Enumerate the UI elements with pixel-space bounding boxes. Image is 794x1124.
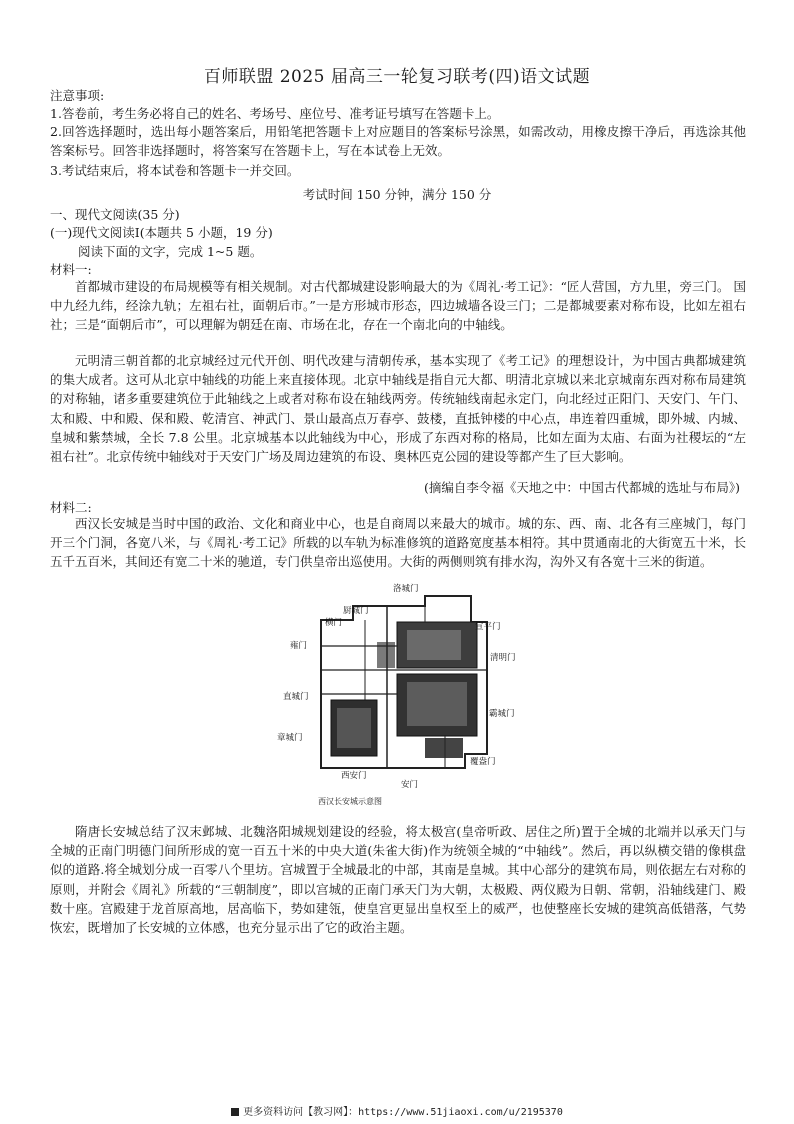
gate-luocheng: 洛城门 [393,584,419,594]
flag-icon [231,1108,239,1116]
gate-xuanping: 宣平门 [475,622,501,632]
material1-source: (摘编自李令福《天地之中：中国古代都城的选址与布局》) [423,480,740,495]
palace-inner-north [407,630,461,660]
material1-label: 材料一: [50,262,92,277]
gate-hengmen: 横门 [325,618,343,628]
palace-block-south [425,738,463,758]
palace-inner-east [407,682,467,726]
material1-paragraph-2: 元明清三朝首都的北京城经过元代开创、明代改建与清朝传承，基本实现了《考工记》的理想设计，为中国古典都城建筑的集大成者。这可从北京中轴线的功能上来直接体现。北京中轴线是指自元大都、明清北京城以来北京城南东西对称布局建筑的对称轴，诸多重要建筑位于此轴线之上或者对称布设在轴线两旁。传统轴线南起永定门，向北经过正阳门、天安门、午门、太和殿、中和殿、保和殿、乾清宫、神武门、景山最高点万春亭、鼓楼，直抵钟楼的中心点，串连着四重城，即外城、内城、皇城和紫禁城，全长 7.8 公里。北京城基本以此轴线为中心，形成了东西对称的格局，比如左面为太庙、右面为社稷坛的“左祖右社”。北京传统中轴线对于天安门广场及周边建筑的布设、奥林匹克公园的建设等都产生了巨大影响。 [50,353,746,465]
notes-heading: 注意事项: [50,88,105,103]
note-item-1: 1.答卷前，考生务必将自己的姓名、考场号、座位号、准考证号填写在答题卡上。 [50,106,500,121]
material2-paragraph-2: 隋唐长安城总结了汉末邺城、北魏洛阳城规划建设的经验，将太极宫(皇帝听政、居住之所)置于全城的北端并以承天门与全城的正南门明德门间所形成的宽一百五十米的中央大道(朱雀大街)作为统领全城的“中轴线”。然后，再以纵横交错的像棋盘似的道路.将全城划分成一百零八个里坊。宫城置于全城最北的中部，其南是皇城。其中心部分的建筑布局，则依据左右对称的原则，并附会《周礼》所载的“三朝制度”，即以宫城的正南门承天门为大朝，太极殿、两仪殿为日朝、常朝，沿轴线建门、殿数十座。宫殿建于龙首原高地，居高临下，势如建瓴，使皇宫更显出皇权至上的威严，也使整座长安城的建筑高低错落，气势恢宏，既增加了长安城的立体感，也充分显示出了它的政治主题。 [50,824,746,936]
reading-instruction: 阅读下面的文字，完成 1~5 题。 [78,244,263,259]
section-heading: 一、现代文阅读(35 分) [50,207,180,222]
gate-yongmen: 雍门 [290,641,308,651]
material2-label: 材料二: [50,500,92,515]
gate-anmen: 安门 [401,780,419,790]
footer-link[interactable] [0,1103,794,1118]
gate-zhangcheng: 章城门 [277,733,303,743]
exam-time-info: 考试时间 150 分钟，满分 150 分 [302,187,492,202]
gate-qingming: 清明门 [490,653,516,663]
note-item-2: 2.回答选择题时，选出每小题答案后，用铅笔把答题卡上对应题目的答案标号涂黑，如需改动，用橡皮擦干净后，再选涂其他答案标号。回答非选择题时，将答案写在答题卡上，写在本试卷上无效。 [50,124,746,158]
gate-xian: 西安门 [341,771,367,781]
gate-zhicheng: 直城门 [283,692,309,702]
figure-caption: 西汉长安城示意图 [318,797,382,806]
material2-paragraph-1: 西汉长安城是当时中国的政治、文化和商业中心，也是自商周以来最大的城市。城的东、西、南、北各有三座城门，每门开三个门洞，各宽八米，与《周礼·考工记》所载的以车轨为标准修筑的道路宽度基本相符。其中贯通南北的大街宽五十米，长五千五百米，其间还有宽二十米的驰道，专门供皇帝出巡使用。大街的两侧则筑有排水沟，沟外又有各宽十三米的街道。 [50,516,746,570]
changan-city-map [275,582,530,792]
gate-fuang: 覆盎门 [470,757,496,767]
subsection-heading: (一)现代文阅读Ⅰ(本题共 5 小题，19 分) [50,225,273,240]
note-item-3: 3.考试结束后，将本试卷和答题卡一并交回。 [50,163,300,178]
material1-paragraph-1: 首都城市建设的布局规模等有相关规制。对古代都城建设影响最大的为《周礼·考工记》：“匠人营国，方九里，旁三门。 国中九经九纬，经涂九轨；左祖右社，面朝后市。”一是方形城市形态，四边城墙各设三门；二是都城要素对称布设，比如左祖右社；三是“面朝后市”，可以理解为朝廷在南、市场在北，存在一个南北向的中轴线。 [50,279,746,333]
exam-title: 百师联盟 2025 届高三一轮复习联考(四)语文试题 [203,67,591,87]
gate-chuchang: 厨城门 [343,606,369,616]
gate-bacheng: 霸城门 [489,709,515,719]
footer-text: 更多资料访问【教习网】：https://www.51jiaoxi.com/u/2195370 [243,1107,563,1118]
palace-inner-west [337,708,371,748]
